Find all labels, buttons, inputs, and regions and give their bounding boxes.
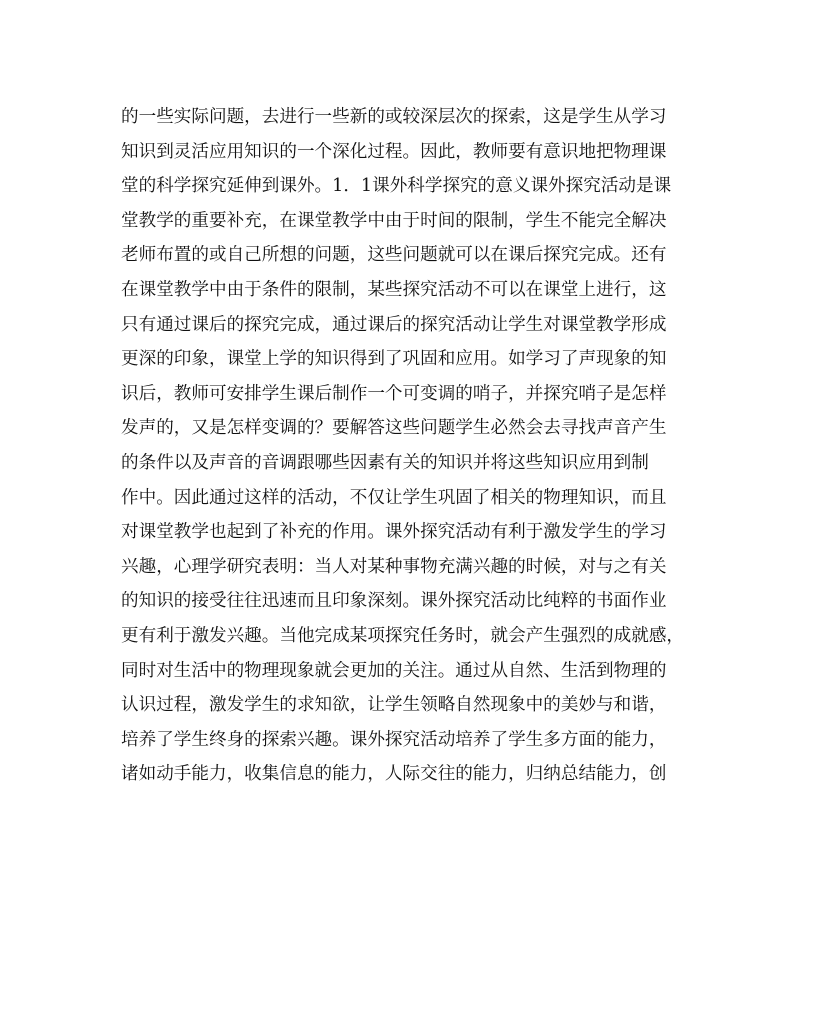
text-line-5: 老师布置的或自己所想的问题，这些问题就可以在课后探究完成。还有 bbox=[121, 245, 667, 266]
text-line-9: 识后，教师可安排学生课后制作一个可变调的哨子，并探究哨子是怎样 bbox=[121, 383, 667, 404]
text-line-14: 兴趣，心理学研究表明：当人对某种事物充满兴趣的时候，对与之有关 bbox=[121, 556, 667, 577]
text-line-8: 更深的印象，课堂上学的知识得到了巩固和应用。如学习了声现象的知 bbox=[121, 349, 667, 370]
text-line-4: 堂教学的重要补充，在课堂教学中由于时间的限制，学生不能完全解决 bbox=[121, 210, 667, 231]
text-line-2: 知识到灵活应用知识的一个深化过程。因此，教师要有意识地把物理课 bbox=[121, 141, 667, 162]
text-line-15: 的知识的接受往往迅速而且印象深刻。课外探究活动比纯粹的书面作业 bbox=[121, 591, 667, 612]
body-paragraph bbox=[121, 100, 701, 792]
text-line-17: 同时对生活中的物理现象就会更加的关注。通过从自然、生活到物理的 bbox=[121, 660, 667, 681]
text-line-16: 更有利于激发兴趣。当他完成某项探究任务时，就会产生强烈的成就感， bbox=[121, 625, 685, 646]
text-line-19: 培养了学生终身的探索兴趣。课外探究活动培养了学生多方面的能力， bbox=[121, 729, 667, 750]
text-line-10: 发声的，又是怎样变调的？要解答这些问题学生必然会去寻找声音产生 bbox=[121, 418, 667, 439]
text-line-1: 的一些实际问题，去进行一些新的或较深层次的探索，这是学生从学习 bbox=[121, 107, 667, 127]
text-line-11: 的条件以及声音的音调跟哪些因素有关的知识并将这些知识应用到制 bbox=[121, 452, 649, 473]
text-line-13: 对课堂教学也起到了补充的作用。课外探究活动有利于激发学生的学习 bbox=[121, 522, 667, 543]
text-line-12: 作中。因此通过这样的活动，不仅让学生巩固了相关的物理知识，而且 bbox=[121, 487, 667, 508]
text-line-6: 在课堂教学中由于条件的限制，某些探究活动不可以在课堂上进行，这 bbox=[121, 279, 667, 300]
text-line-20: 诸如动手能力，收集信息的能力，人际交往的能力，归纳总结能力，创 bbox=[121, 764, 667, 785]
text-line-7: 只有通过课后的探究完成，通过课后的探究活动让学生对课堂教学形成 bbox=[121, 314, 667, 335]
text-line-3: 堂的科学探究延伸到课外。1．1课外科学探究的意义课外探究活动是课 bbox=[121, 176, 672, 197]
text-line-18: 认识过程，激发学生的求知欲，让学生领略自然现象中的美妙与和谐， bbox=[121, 695, 667, 716]
